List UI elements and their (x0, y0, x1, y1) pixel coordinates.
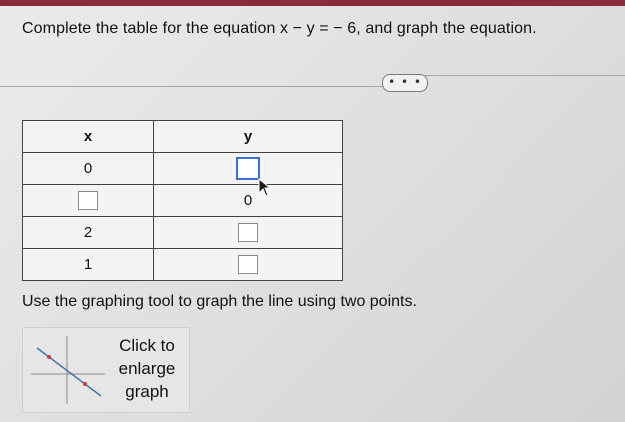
divider-line-left (0, 86, 385, 87)
mouse-pointer-icon (258, 178, 274, 198)
table-row (23, 185, 343, 217)
graph-preview-icon (29, 334, 107, 406)
answer-input-x-2[interactable] (78, 191, 98, 210)
answer-input-y-1[interactable] (236, 157, 260, 180)
cell-y-4 (154, 249, 343, 281)
top-accent-bar (0, 0, 625, 6)
more-options-button[interactable]: • • • (382, 74, 428, 92)
cell-y-1 (154, 153, 343, 185)
cell-x-1: 0 (23, 153, 154, 185)
table-header-row (23, 121, 343, 153)
enlarge-graph-button[interactable] (22, 327, 190, 413)
cell-x-2 (23, 185, 154, 217)
answer-input-y-3[interactable] (238, 223, 258, 242)
question-text: Complete the table for the equation x − y = − 6, and graph the equation. (22, 20, 537, 37)
cell-x-4: 1 (23, 249, 154, 281)
enlarge-graph-label (109, 334, 185, 403)
table-row (23, 217, 343, 249)
enlarge-graph-line-1: Click to (119, 336, 175, 355)
divider-line-right (425, 75, 625, 76)
table-row (23, 249, 343, 281)
instruction-text: Use the graphing tool to graph the line using two points. (22, 293, 417, 310)
cell-x-3: 2 (23, 217, 154, 249)
answer-input-y-4[interactable] (238, 255, 258, 274)
xy-table (22, 120, 343, 281)
column-header-x: x (23, 121, 154, 153)
enlarge-graph-line-2: enlarge (118, 359, 176, 378)
cell-y-3 (154, 217, 343, 249)
column-header-y: y (154, 121, 343, 153)
cell-y-2: 0 (154, 185, 343, 217)
enlarge-graph-line-3: graph (125, 382, 169, 401)
table-row (23, 153, 343, 185)
